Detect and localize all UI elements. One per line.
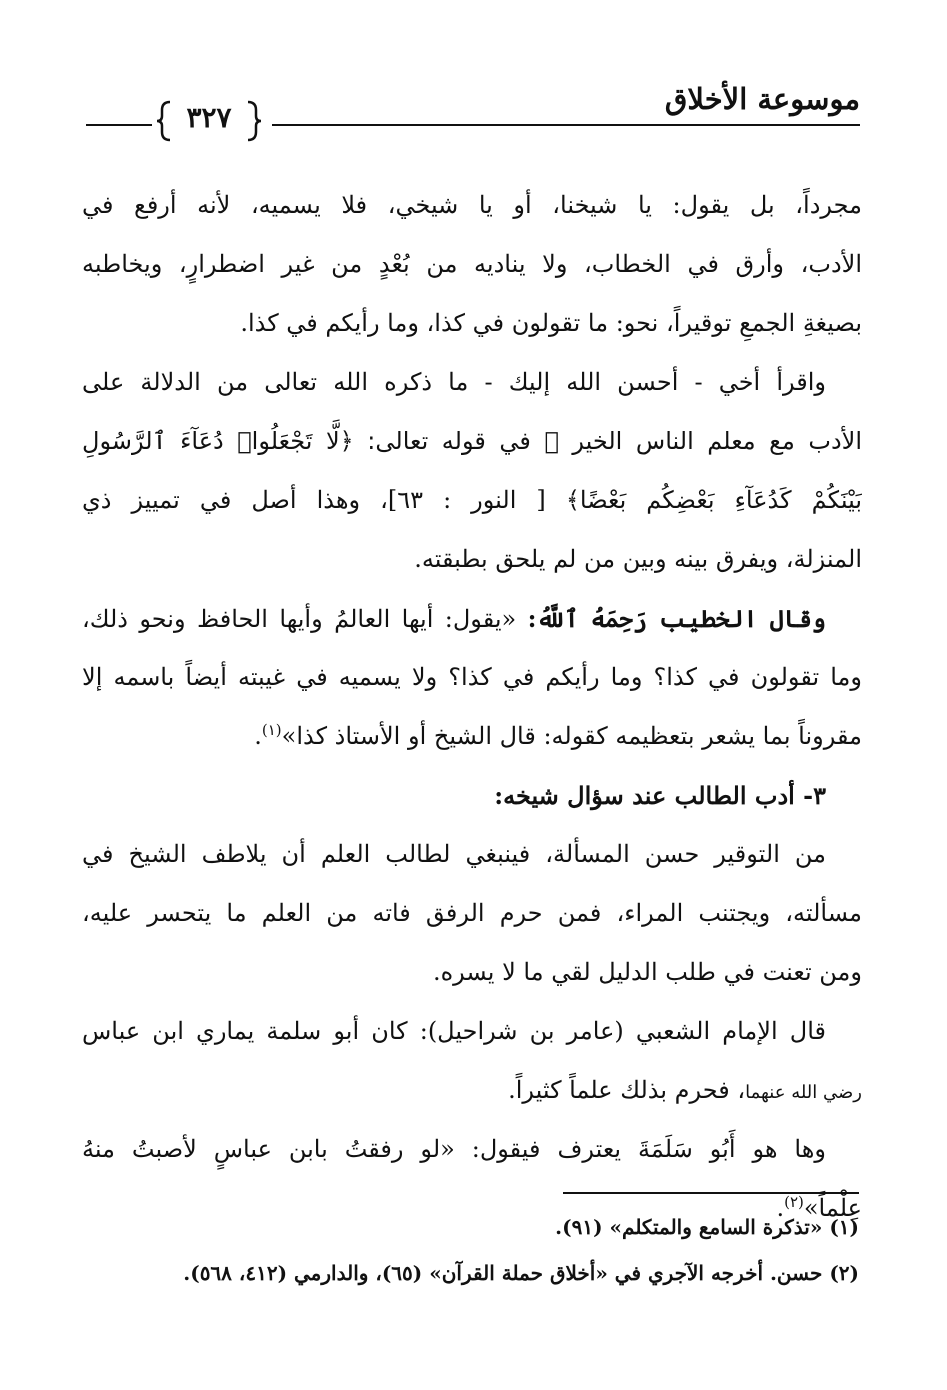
footnote-ref-1: (١): [261, 721, 282, 739]
text-line: ومن تعنت في طلب الدليل لقي ما لا يسره.: [432, 958, 862, 986]
text-line: [82, 1061, 862, 1120]
khatib-quote: «يقول: أيها العالمُ وأيها الحافظ ونحو ذلك،: [82, 605, 517, 633]
page-number-frame: [156, 98, 262, 144]
text-line: [82, 589, 862, 648]
text-line: الأدب، وأرق في الخطاب، ولا يناديه من بُعْدٍ من غير اضطرارٍ، ويخاطبه: [82, 250, 862, 278]
quran-verse-line: بَيْنَكُمْ كَدُعَآءِ بَعْضِكُم بَعْضًا﴾ [ النور : ٦٣]، وهذا أصل في تمييز ذي: [82, 486, 862, 514]
text-segment: مقروناً بما يشعر بتعظيمه كقوله: قال الشيخ أو الأستاذ كذا»: [281, 722, 862, 750]
text-line: وها هو أَبُو سَلَمَةَ يعترف فيقول: «لو رفقتُ بابن عباسٍ لأصبتُ منهُ: [82, 1135, 826, 1163]
footnotes: [85, 1204, 859, 1296]
text-line: عِلْماً»$^{(٢)}$.: [776, 1193, 862, 1222]
text-segment: عِلْماً»: [803, 1194, 862, 1222]
text-line: وما تقولون في كذا؟ وما رأيكم في كذا؟ ولا يسميه في غيبته أيضاً باسمه إلا: [82, 663, 862, 691]
body-text: [82, 176, 862, 1238]
khatib-label: وقال الخطيب رَحِمَهُ ٱللَّهُ:: [527, 604, 826, 633]
header-rule: [272, 124, 860, 126]
page-number: ٣٢٧: [186, 101, 232, 134]
honorific-glyph: رضي الله عنهما: [745, 1082, 862, 1103]
text-line: واقرأ أخي - أحسن الله إليك - ما ذكره الله تعالى من الدلالة على: [82, 368, 826, 396]
text-line: مجرداً، بل يقول: يا شيخنا، أو يا شيخي، فلا يسميه، لأنه أرفع في: [82, 191, 862, 219]
footnote-rule: [563, 1192, 859, 1194]
text-line: قال الإمام الشعبي (عامر بن شراحيل): كان أبو سلمة يماري ابن عباس: [82, 1017, 826, 1045]
text-segment: ، فحرم بذلك علماً كثيراً.: [508, 1076, 746, 1104]
header-left-rule: [86, 124, 152, 126]
footnote-2: (٢) حسن. أخرجه الآجري في «أخلاق حملة القرآن» (٦٥)، والدارمي (٤١٢، ٥٦٨).: [183, 1261, 859, 1285]
page-header: [86, 82, 860, 142]
text-line: المنزلة، ويفرق بينه وبين من لم يلحق بطبقته.: [414, 545, 862, 573]
footnote-1: (١) «تذكرة السامع والمتكلم» (٩١).: [555, 1215, 859, 1239]
text-line: بصيغةِ الجمعِ توقيراً، نحو: ما تقولون في كذا، وما رأيكم في كذا.: [240, 309, 862, 337]
section-heading: ٣- أدب الطالب عند سؤال شيخه:: [494, 781, 826, 810]
quran-verse-line: الأدب مع معلم الناس الخير ﷺ في قوله تعالى: ﴿لَّا تَجْعَلُوا۟ دُعَآءَ ٱلرَّسُولِ: [82, 427, 862, 455]
text-line: مقروناً بما يشعر بتعظيمه كقوله: قال الشيخ أو الأستاذ كذا»$^{(١)}$.: [254, 721, 862, 750]
text-line: من التوقير حسن المسألة، فينبغي لطالب العلم أن يلاطف الشيخ في: [82, 840, 826, 868]
text-line: مسألته، ويجتنب المراء، فمن حرم الرفق فاته من العلم ما يتحسر عليه،: [82, 899, 862, 927]
book-title: موسوعة الأخلاق: [664, 82, 860, 116]
footnote-ref-2: (٢): [784, 1193, 804, 1211]
